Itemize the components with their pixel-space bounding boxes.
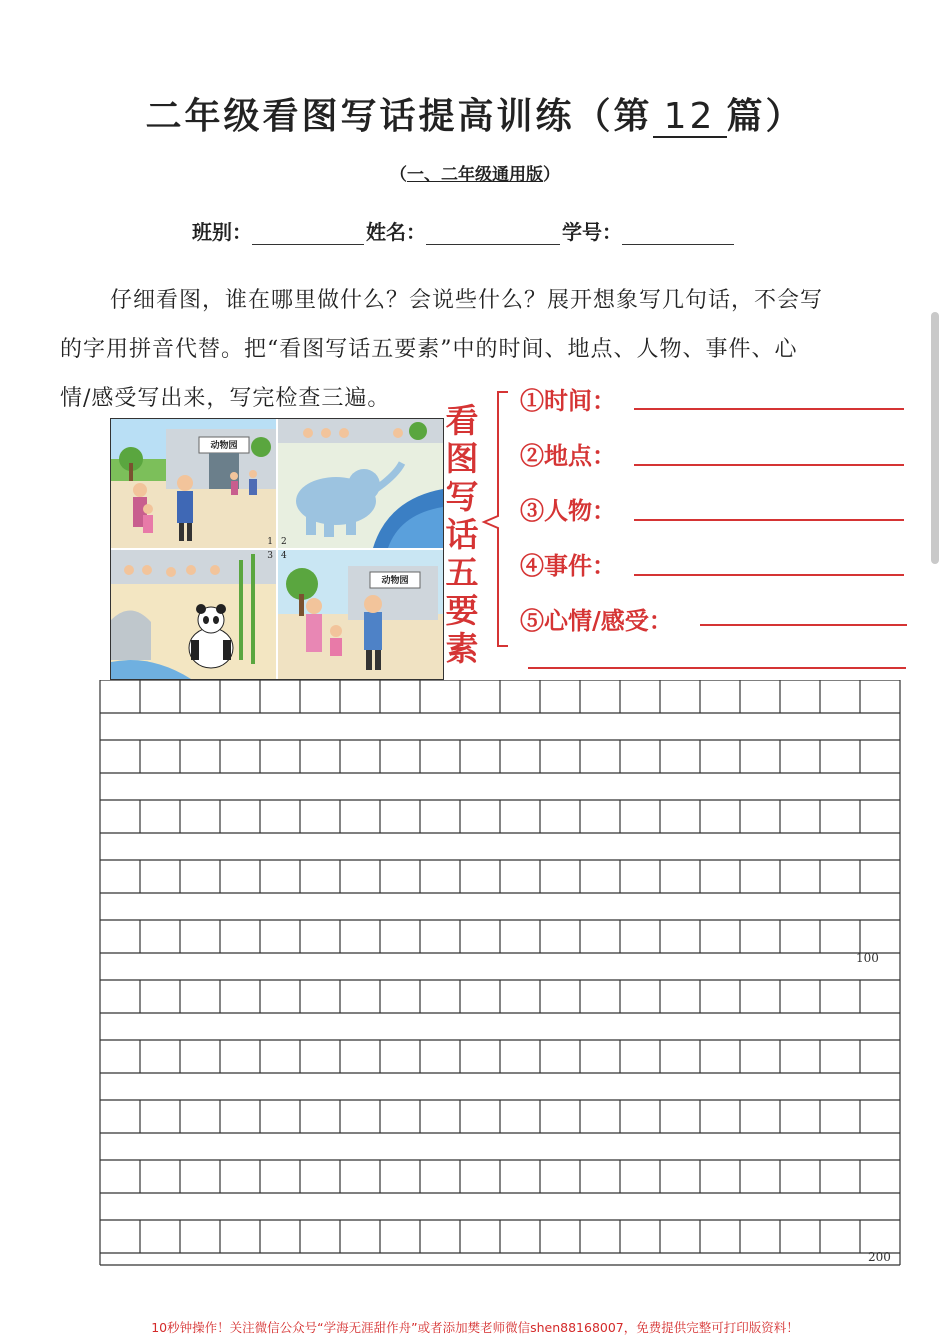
panel-1-scene (111, 419, 276, 548)
instruction-line-2: 的字用拼音代替。把“看图写话五要素”中的时间、地点、人物、事件、心 (60, 337, 798, 362)
panel-elephant (278, 419, 443, 548)
instruction-line-1: 仔细看图，谁在哪里做什么？会说些什么？展开想象写几句话，不会写 (110, 288, 824, 313)
grid-marker-100: 100 (856, 951, 879, 965)
five-elements-title (445, 402, 479, 668)
elements-bracket (480, 388, 512, 650)
element-people-label: ③人物： (520, 496, 616, 525)
element-feeling-line-2[interactable] (528, 667, 906, 669)
subtitle-text: 一、二年级通用版 (407, 165, 543, 185)
panel-4-scene (278, 550, 443, 679)
student-info-row (192, 216, 736, 245)
elements-title-char: 要 (445, 591, 479, 630)
subtitle (0, 160, 950, 185)
title-suffix: 篇） (726, 95, 805, 137)
panel-3-scene (111, 550, 276, 679)
writing-grid-lines (98, 680, 901, 1266)
element-place-label: ②地点： (520, 441, 616, 470)
elements-title-char: 五 (445, 553, 479, 592)
title-prefix: 二年级看图写话提高训练（第 (145, 95, 653, 137)
element-time-line[interactable] (634, 408, 904, 410)
name-field[interactable] (426, 222, 560, 245)
name-label: 姓名： (366, 220, 426, 244)
subtitle-open: （ (390, 165, 407, 185)
element-people-line[interactable] (634, 519, 904, 521)
element-feeling-line[interactable] (700, 624, 907, 626)
element-feeling-label: ⑤心情/感受： (520, 606, 673, 635)
writing-grid[interactable] (98, 680, 901, 1266)
student-id-field[interactable] (622, 222, 734, 245)
subtitle-close: ） (543, 165, 560, 185)
elements-title-char: 写 (445, 477, 479, 516)
panel-zoo-entrance (111, 419, 276, 548)
class-label: 班别： (192, 220, 252, 244)
panel-2-scene (278, 419, 443, 548)
panel-number-4: 4 (281, 551, 287, 561)
element-event-line[interactable] (634, 574, 904, 576)
elements-title-char: 话 (445, 515, 479, 554)
elements-title-char: 素 (445, 629, 479, 668)
panel-number-1: 1 (267, 537, 273, 547)
page-title (0, 88, 950, 139)
panel-number-2: 2 (281, 537, 287, 547)
gate-sign-1: 动物园 (210, 441, 238, 451)
element-place-line[interactable] (634, 464, 904, 466)
gate-sign-2: 动物园 (381, 576, 409, 586)
grid-marker-200: 200 (868, 1250, 891, 1264)
elements-title-char: 图 (445, 439, 479, 478)
scrollbar-thumb[interactable] (931, 312, 939, 564)
element-event-label: ④事件： (520, 551, 616, 580)
element-time-label: ①时间： (520, 386, 616, 415)
footer-notice: 10秒钟操作！关注微信公众号“学海无涯甜作舟”或者添加樊老师微信shen88168007，免费提供完整可打印版资料！ (151, 1320, 799, 1335)
class-field[interactable] (252, 222, 364, 245)
instruction-line-3: 情/感受写出来，写完检查三遍。 (60, 386, 391, 411)
panel-leaving-zoo (278, 550, 443, 679)
four-panel-picture (110, 418, 444, 680)
id-label: 学号： (562, 220, 622, 244)
article-number: 12 (653, 98, 727, 138)
panel-number-3: 3 (267, 551, 273, 561)
elements-title-char: 看 (445, 401, 479, 440)
panel-panda (111, 550, 276, 679)
